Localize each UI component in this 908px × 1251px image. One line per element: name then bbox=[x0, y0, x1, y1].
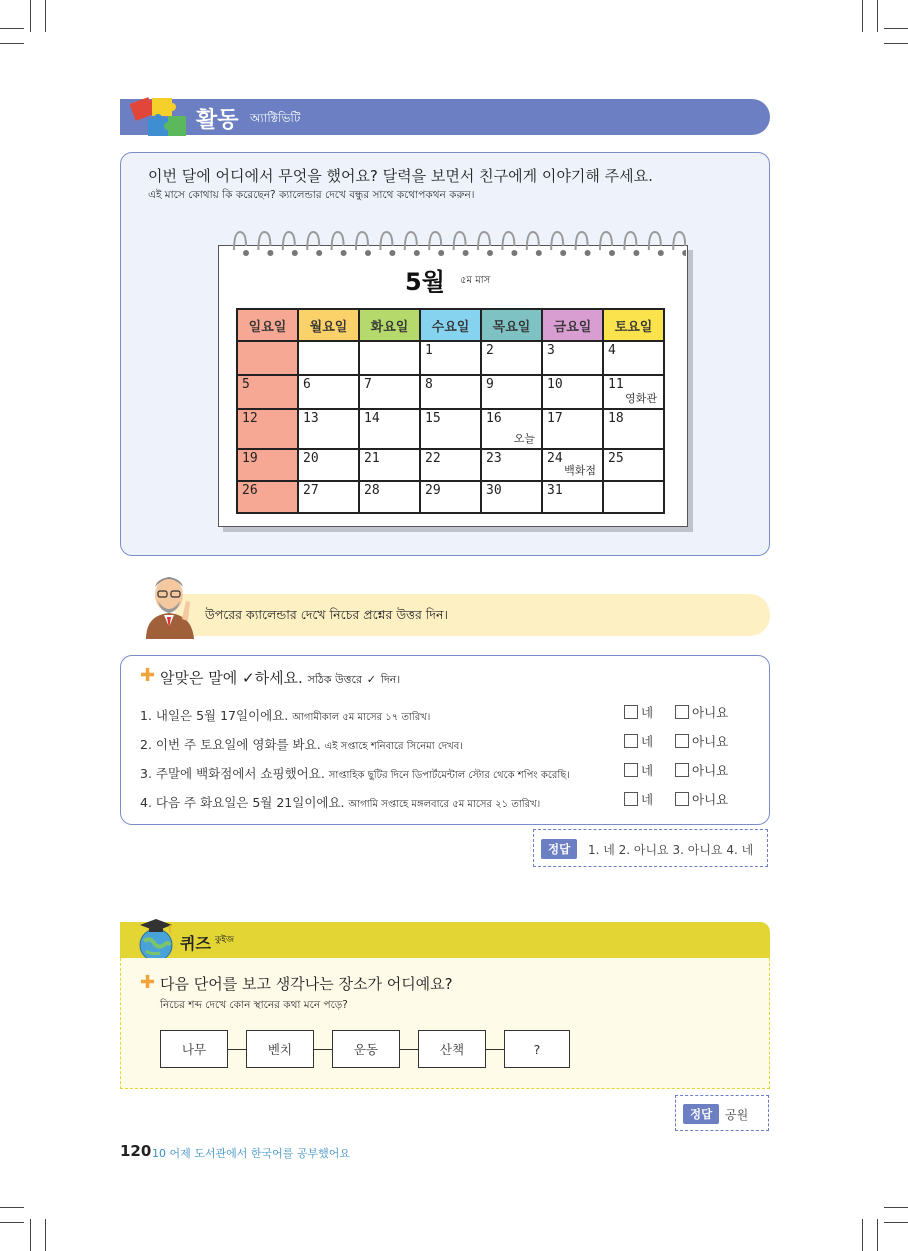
quiz-answer-badge: 정답 bbox=[683, 1104, 719, 1124]
question-text-bn: এই সপ্তাহে শনিবারে সিনেমা দেখব। bbox=[324, 741, 463, 752]
crop-mark bbox=[30, 1219, 31, 1251]
calendar-cell bbox=[237, 375, 298, 409]
calendar-date: 10 bbox=[547, 377, 563, 392]
calendar-cell bbox=[359, 481, 420, 513]
no-option[interactable] bbox=[675, 761, 728, 779]
calendar-ring bbox=[551, 232, 563, 250]
calendar-cell bbox=[298, 409, 359, 449]
calendar-date: 29 bbox=[425, 483, 441, 498]
quiz-word-box: 나무 bbox=[160, 1030, 228, 1068]
calendar-date: 15 bbox=[425, 411, 441, 426]
calendar-date: 28 bbox=[364, 483, 380, 498]
calendar-ring bbox=[502, 232, 514, 250]
calendar-cell bbox=[603, 341, 664, 375]
calendar-cell bbox=[542, 481, 603, 513]
calendar-cell bbox=[603, 375, 664, 409]
word-connector bbox=[486, 1049, 504, 1050]
question-row bbox=[140, 793, 540, 814]
no-option[interactable] bbox=[675, 703, 728, 721]
plus-icon: ✚ bbox=[140, 972, 156, 993]
teacher-icon bbox=[138, 567, 200, 639]
crop-mark bbox=[0, 1222, 24, 1223]
calendar-date: 4 bbox=[608, 343, 616, 358]
crop-mark bbox=[884, 1207, 908, 1208]
quiz-subtitle: কুইজ bbox=[215, 935, 235, 945]
question-text: 1. 내일은 5월 17일이에요. bbox=[140, 708, 289, 723]
calendar-date: 3 bbox=[547, 343, 555, 358]
check-title bbox=[160, 667, 400, 690]
calendar-date: 8 bbox=[425, 377, 433, 392]
calendar-cell bbox=[420, 341, 481, 375]
calendar-day-header: 일요일 bbox=[237, 309, 298, 341]
check-mark-icon: ✓ bbox=[242, 669, 255, 687]
activity-subtitle: অ্যাক্টিভিটি bbox=[250, 111, 301, 125]
calendar-ring-hole bbox=[267, 250, 273, 256]
puzzle-icon bbox=[128, 94, 190, 140]
calendar-day-header: 금요일 bbox=[542, 309, 603, 341]
calendar-ring-hole bbox=[609, 250, 615, 256]
calendar-week-row bbox=[237, 375, 664, 409]
crop-mark bbox=[30, 0, 31, 32]
question-text: 2. 이번 주 토요일에 영화를 봐요. bbox=[140, 737, 321, 752]
calendar-ring bbox=[332, 232, 344, 250]
calendar-cell bbox=[237, 481, 298, 513]
crop-mark bbox=[0, 28, 24, 29]
quiz-answer-text: 공원 bbox=[725, 1108, 749, 1122]
crop-mark bbox=[0, 1207, 24, 1208]
calendar-cell bbox=[481, 481, 542, 513]
yes-label: 네 bbox=[641, 734, 654, 749]
plus-icon: ✚ bbox=[140, 665, 156, 686]
calendar-cell bbox=[359, 409, 420, 449]
calendar-ring bbox=[478, 232, 490, 250]
calendar-week-row bbox=[237, 409, 664, 449]
calendar-ring-hole bbox=[658, 250, 664, 256]
calendar-grid bbox=[236, 308, 665, 514]
calendar-ring-hole bbox=[536, 250, 542, 256]
word-connector bbox=[400, 1049, 418, 1050]
checkbox-yes[interactable] bbox=[624, 763, 638, 777]
checkbox-yes[interactable] bbox=[624, 705, 638, 719]
activity-instruction: 이번 달에 어디에서 무엇을 했어요? 달력을 보면서 친구에게 이야기해 주세요. bbox=[148, 167, 653, 185]
question-text: 3. 주말에 백화점에서 쇼핑했어요. bbox=[140, 766, 325, 781]
calendar-ring-hole bbox=[243, 250, 249, 256]
checkbox-no[interactable] bbox=[675, 763, 689, 777]
calendar-cell bbox=[420, 449, 481, 481]
check-title-pre: 알맞은 말에 bbox=[160, 669, 238, 687]
calendar-date: 24 bbox=[547, 451, 563, 466]
checkbox-yes[interactable] bbox=[624, 734, 638, 748]
quiz-word-box: 산책 bbox=[418, 1030, 486, 1068]
check-title-bn-post: দিন। bbox=[380, 673, 401, 686]
calendar-month-bn: ৫ম মাস bbox=[460, 275, 491, 286]
quiz-question-bn: নিচের শব্দ দেখে কোন স্থানের কথা মনে পড়ে? bbox=[160, 999, 348, 1011]
calendar-date: 23 bbox=[486, 451, 502, 466]
yes-label: 네 bbox=[641, 705, 654, 720]
calendar-month: 5월 bbox=[405, 268, 445, 296]
calendar-ring-hole bbox=[682, 250, 686, 256]
calendar-ring bbox=[258, 232, 270, 250]
calendar-ring-hole bbox=[560, 250, 566, 256]
calendar-ring-hole bbox=[487, 250, 493, 256]
calendar-ring bbox=[405, 232, 417, 250]
calendar-cell bbox=[420, 375, 481, 409]
calendar-ring bbox=[527, 232, 539, 250]
calendar-cell bbox=[481, 375, 542, 409]
word-connector bbox=[228, 1049, 246, 1050]
question-text-bn: সাপ্তাহিক ছুটির দিনে ডিপার্টমেন্টাল স্টোর থেকে শপিং করেছি। bbox=[328, 770, 570, 781]
page-number: 120 bbox=[120, 1142, 152, 1160]
calendar-date: 21 bbox=[364, 451, 380, 466]
checkbox-no[interactable] bbox=[675, 734, 689, 748]
no-label: 아니요 bbox=[692, 734, 729, 749]
calendar-date: 18 bbox=[608, 411, 624, 426]
calendar-date: 13 bbox=[303, 411, 319, 426]
calendar-cell bbox=[420, 409, 481, 449]
calendar-header-row bbox=[237, 309, 664, 341]
calendar-date: 1 bbox=[425, 343, 433, 358]
yes-option[interactable] bbox=[624, 703, 653, 721]
calendar-cell bbox=[298, 341, 359, 375]
calendar-ring-hole bbox=[585, 250, 591, 256]
calendar-cell bbox=[603, 449, 664, 481]
calendar-cell bbox=[237, 341, 298, 375]
calendar-ring bbox=[576, 232, 588, 250]
no-label: 아니요 bbox=[692, 792, 729, 807]
yes-option[interactable] bbox=[624, 790, 653, 808]
calendar-date: 5 bbox=[242, 377, 250, 392]
calendar-date: 20 bbox=[303, 451, 319, 466]
check-title-post: 하세요. bbox=[254, 669, 303, 687]
calendar-date: 31 bbox=[547, 483, 563, 498]
calendar-ring bbox=[624, 232, 636, 250]
calendar-week-row bbox=[237, 449, 664, 481]
checkbox-no[interactable] bbox=[675, 705, 689, 719]
calendar-cell bbox=[359, 375, 420, 409]
crop-mark bbox=[884, 28, 908, 29]
question-row bbox=[140, 735, 463, 756]
calendar-ring-hole bbox=[316, 250, 322, 256]
crop-mark bbox=[877, 0, 878, 32]
check-title-bn-pre: সঠিক উত্তরে bbox=[307, 673, 363, 686]
globe-graduation-icon bbox=[136, 915, 176, 963]
calendar-cell bbox=[603, 409, 664, 449]
crop-mark bbox=[884, 1222, 908, 1223]
calendar-date: 9 bbox=[486, 377, 494, 392]
calendar-cell bbox=[481, 449, 542, 481]
calendar-cell bbox=[298, 481, 359, 513]
yes-option[interactable] bbox=[624, 761, 653, 779]
checkbox-yes[interactable] bbox=[624, 792, 638, 806]
quiz-title: 퀴즈 bbox=[180, 934, 211, 953]
calendar-week-row bbox=[237, 481, 664, 513]
calendar-date: 27 bbox=[303, 483, 319, 498]
calendar-cell bbox=[298, 375, 359, 409]
calendar-rings bbox=[226, 228, 686, 258]
calendar-date: 7 bbox=[364, 377, 372, 392]
calendar-cell bbox=[542, 375, 603, 409]
question-text-bn: আগামি সপ্তাহে মঙ্গলবারে ৫ম মাসের ২১ তারিখ। bbox=[348, 799, 541, 810]
word-connector bbox=[314, 1049, 332, 1050]
calendar-ring-hole bbox=[292, 250, 298, 256]
calendar-ring bbox=[356, 232, 368, 250]
question-row bbox=[140, 764, 570, 785]
calendar-ring-hole bbox=[389, 250, 395, 256]
calendar-date: 11 bbox=[608, 377, 624, 392]
calendar-cell bbox=[359, 449, 420, 481]
calendar-ring bbox=[649, 232, 661, 250]
quiz-question: 다음 단어를 보고 생각나는 장소가 어디예요? bbox=[160, 975, 453, 993]
calendar-ring bbox=[307, 232, 319, 250]
calendar-day-header: 토요일 bbox=[603, 309, 664, 341]
question-row bbox=[140, 706, 430, 727]
calendar-date: 22 bbox=[425, 451, 441, 466]
yes-option[interactable] bbox=[624, 732, 653, 750]
calendar-ring-hole bbox=[463, 250, 469, 256]
activity-title: 활동 bbox=[196, 108, 239, 133]
check-answer-badge: 정답 bbox=[541, 839, 577, 859]
calendar-day-header: 수요일 bbox=[420, 309, 481, 341]
question-text: 4. 다음 주 화요일은 5월 21일이에요. bbox=[140, 795, 345, 810]
calendar-ring bbox=[234, 232, 246, 250]
calendar-date: 14 bbox=[364, 411, 380, 426]
calendar-ring bbox=[429, 232, 441, 250]
quiz-word-box: 벤치 bbox=[246, 1030, 314, 1068]
calendar-ring bbox=[673, 232, 685, 250]
checkbox-no[interactable] bbox=[675, 792, 689, 806]
calendar-date: 19 bbox=[242, 451, 258, 466]
calendar-cell bbox=[359, 341, 420, 375]
calendar-cell bbox=[481, 341, 542, 375]
activity-instruction-bn: এই মাসে কোথায় কি করেছেন? ক্যালেন্ডার দেখে বন্ধুর সাথে কথোপকথন করুন। bbox=[148, 189, 475, 201]
calendar-date: 16 bbox=[486, 411, 502, 426]
calendar-day-header: 월요일 bbox=[298, 309, 359, 341]
calendar-cell bbox=[542, 449, 603, 481]
calendar-date: 12 bbox=[242, 411, 258, 426]
crop-mark bbox=[884, 43, 908, 44]
calendar-ring-hole bbox=[365, 250, 371, 256]
quiz-word-box: 운동 bbox=[332, 1030, 400, 1068]
calendar-note: 영화관 bbox=[625, 392, 657, 405]
calendar-note: 오늘 bbox=[513, 432, 535, 445]
calendar-cell bbox=[298, 449, 359, 481]
crop-mark bbox=[877, 1219, 878, 1251]
no-label: 아니요 bbox=[692, 705, 729, 720]
check-answer-text: 1. 네 2. 아니요 3. 아니요 4. 네 bbox=[588, 843, 754, 857]
no-option[interactable] bbox=[675, 790, 728, 808]
yes-label: 네 bbox=[641, 792, 654, 807]
no-label: 아니요 bbox=[692, 763, 729, 778]
calendar-ring-hole bbox=[511, 250, 517, 256]
calendar-ring-hole bbox=[414, 250, 420, 256]
teacher-instruction: উপরের ক্যালেন্ডার দেখে নিচের প্রশ্নের উত্তর দিন। bbox=[205, 607, 448, 622]
quiz-answer-slot: ? bbox=[504, 1030, 570, 1068]
crop-mark bbox=[862, 1219, 863, 1251]
calendar-date: 26 bbox=[242, 483, 258, 498]
calendar-date: 2 bbox=[486, 343, 494, 358]
yes-label: 네 bbox=[641, 763, 654, 778]
calendar-ring-hole bbox=[341, 250, 347, 256]
calendar-day-header: 목요일 bbox=[481, 309, 542, 341]
calendar-date: 30 bbox=[486, 483, 502, 498]
crop-mark bbox=[862, 0, 863, 32]
crop-mark bbox=[0, 43, 24, 44]
calendar-cell bbox=[237, 409, 298, 449]
calendar-ring bbox=[283, 232, 295, 250]
check-mark-small-icon: ✓ bbox=[366, 673, 377, 686]
calendar-cell bbox=[542, 341, 603, 375]
calendar-ring bbox=[380, 232, 392, 250]
calendar-cell bbox=[481, 409, 542, 449]
calendar-cell bbox=[603, 481, 664, 513]
question-text-bn: আগামীকাল ৫ম মাসের ১৭ তারিখ। bbox=[292, 712, 431, 723]
calendar-date: 25 bbox=[608, 451, 624, 466]
calendar-ring-hole bbox=[438, 250, 444, 256]
no-option[interactable] bbox=[675, 732, 728, 750]
calendar-date: 6 bbox=[303, 377, 311, 392]
calendar-ring-hole bbox=[633, 250, 639, 256]
calendar-ring bbox=[600, 232, 612, 250]
calendar-day-header: 화요일 bbox=[359, 309, 420, 341]
calendar-note: 백화점 bbox=[564, 464, 596, 477]
calendar-ring bbox=[454, 232, 466, 250]
chapter-title: 10 어제 도서관에서 한국어를 공부했어요 bbox=[152, 1147, 350, 1160]
calendar-date: 17 bbox=[547, 411, 563, 426]
crop-mark bbox=[45, 1219, 46, 1251]
crop-mark bbox=[45, 0, 46, 32]
calendar-cell bbox=[237, 449, 298, 481]
calendar-cell bbox=[542, 409, 603, 449]
calendar-week-row bbox=[237, 341, 664, 375]
calendar-cell bbox=[420, 481, 481, 513]
